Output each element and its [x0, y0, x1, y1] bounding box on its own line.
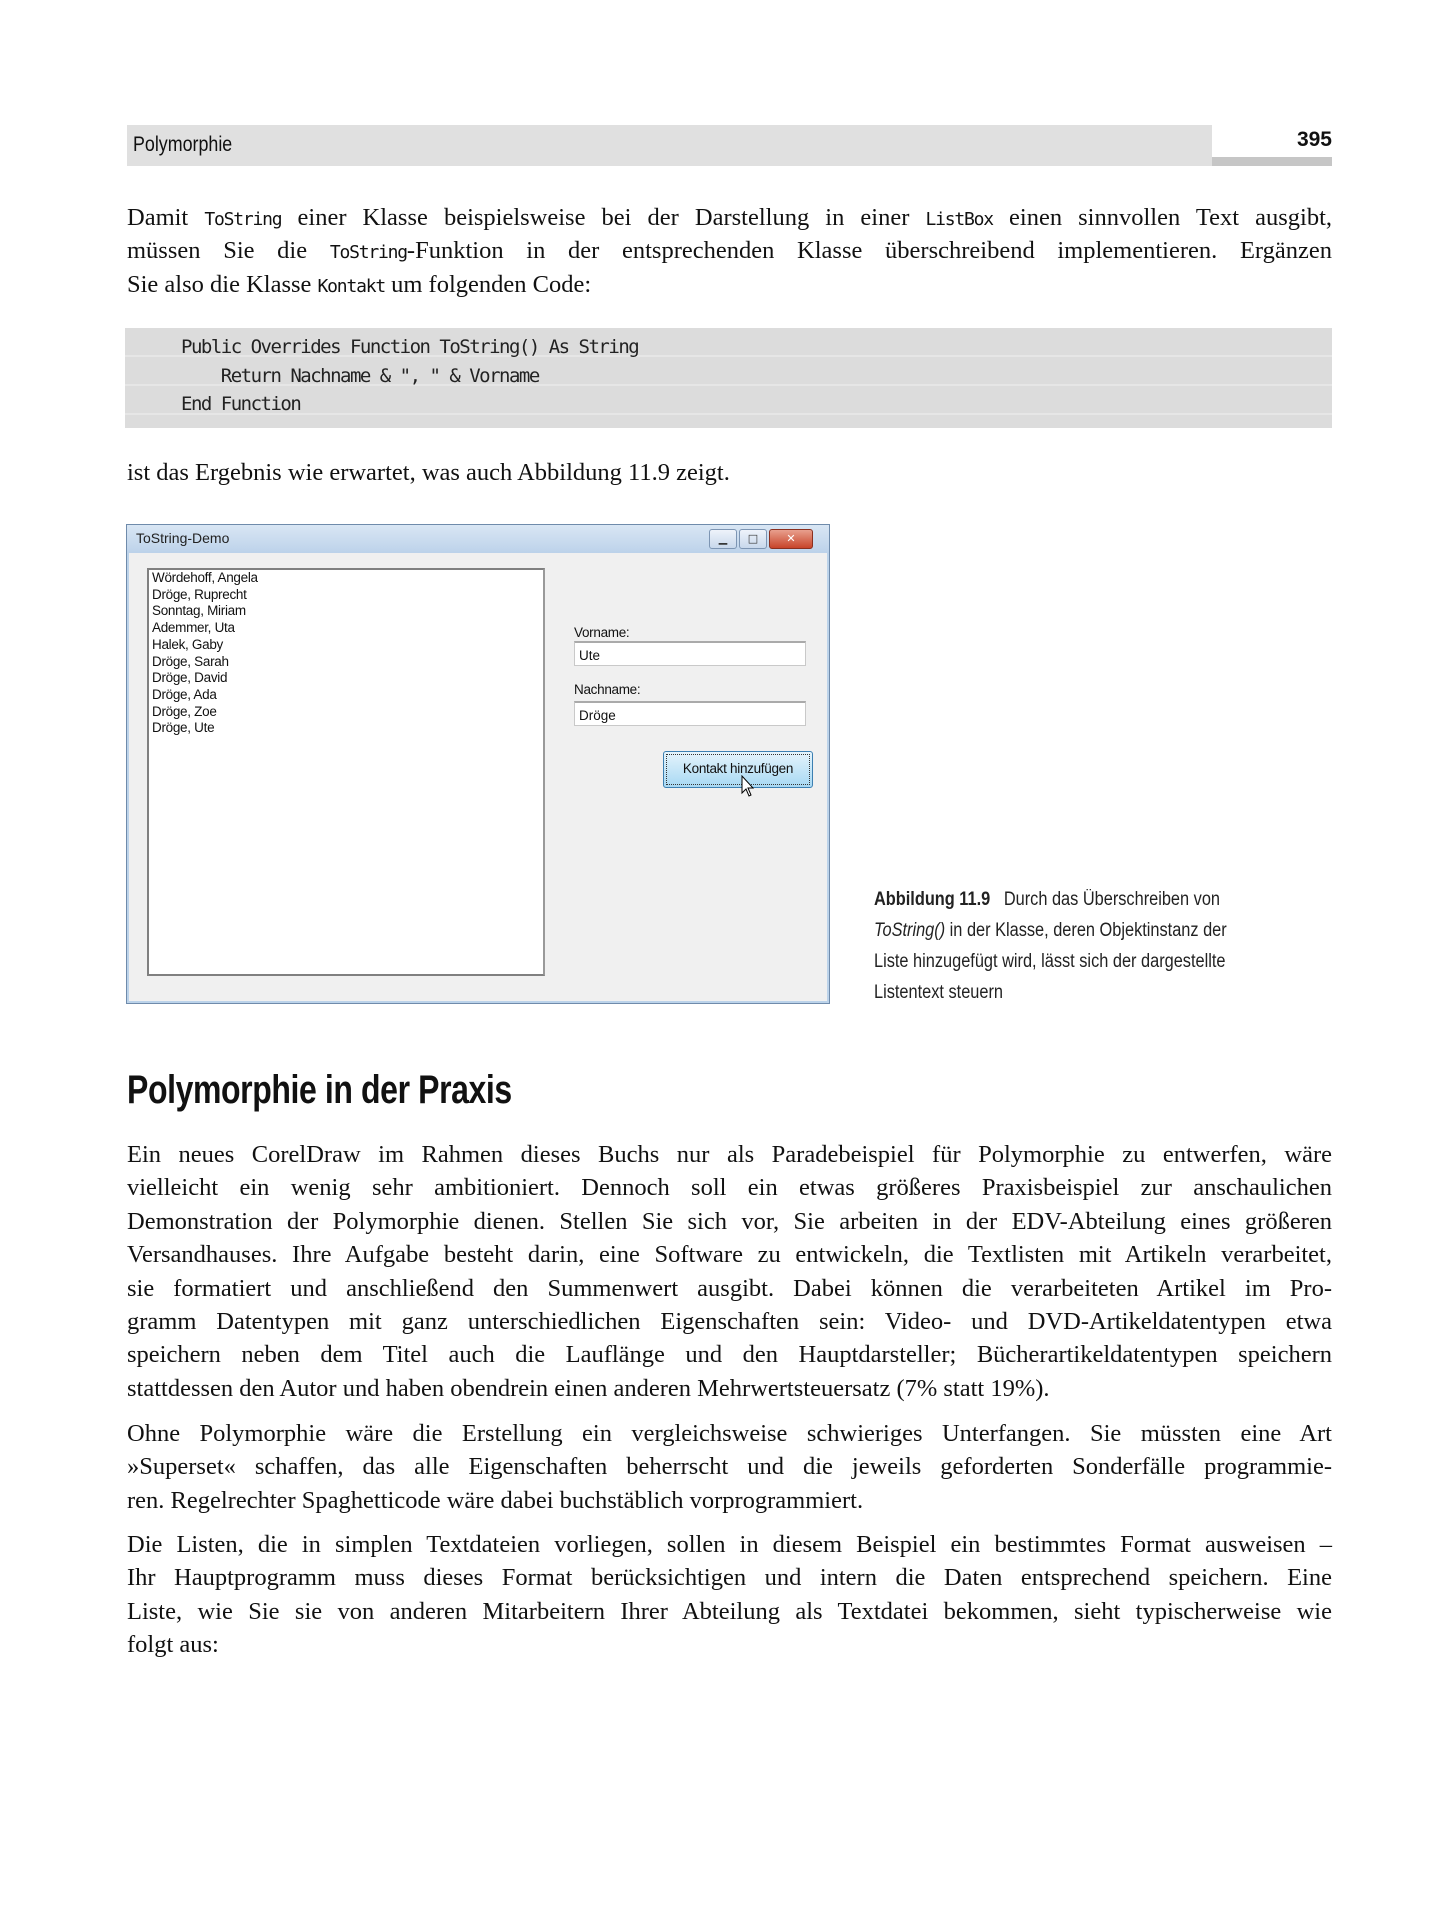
list-item[interactable]: Ademmer, Uta: [152, 620, 235, 636]
vorname-label: Vorname:: [574, 625, 630, 640]
paragraph-line: Liste, wie Sie sie von anderen Mitarbeitern Ihrer Abteilung als Textdatei bekommen, sieht typischerweise wie: [127, 1597, 1332, 1625]
minimize-icon[interactable]: ▁: [709, 529, 737, 549]
paragraph-line: Ihr Hauptprogramm muss dieses Format berücksichtigen und intern die Daten entsprechend speichern. Eine: [127, 1564, 1332, 1592]
paragraph-line: folgt aus:: [127, 1631, 219, 1659]
paragraph-line: Die Listen, die in simplen Textdateien vorliegen, sollen in diesem Beispiel ein bestimmtes Format ausweisen –: [127, 1531, 1332, 1558]
paragraph-line: ren. Regelrechter Spaghetticode wäre dabei buchstäblich vorprogrammiert.: [127, 1486, 864, 1514]
text-run: Sie also die Klasse: [127, 270, 318, 298]
result-sentence: [127, 456, 1332, 489]
paragraph-line: [127, 201, 1332, 234]
inline-code: ListBox: [925, 209, 993, 230]
paragraph-line: Versandhauses. Ihre Aufgabe besteht darin, eine Software zu entwickeln, die Textlisten mit Artikeln verarbeitet,: [127, 1241, 1332, 1269]
page-number: 395: [1296, 128, 1332, 151]
list-item[interactable]: Dröge, Ruprecht: [152, 586, 247, 602]
caption-text: Liste hinzugefügt wird, lässt sich der dargestellte: [874, 951, 1226, 972]
paragraph-line: »Superset« schaffen, das alle Eigenschaften beherrscht und die jeweils geforderten Sonderfälle programmie-: [127, 1453, 1332, 1481]
inline-code: Kontakt: [317, 275, 385, 297]
paragraph-line: gramm Datentypen mit ganz unterschiedlichen Eigenschaften sein: Video- und DVD-Artikeldatentypen etwa: [127, 1307, 1332, 1335]
text-run: -Funktion in der entsprechenden Klasse überschreibend implementieren. Ergänzen: [406, 237, 1332, 265]
tostring-demo-window: [126, 524, 830, 1004]
inline-code: ToString: [329, 242, 407, 264]
window-title: ToString-Demo: [136, 530, 230, 546]
contact-listbox[interactable]: [147, 568, 545, 976]
body-paragraph: [127, 1417, 1332, 1517]
nachname-label: Nachname:: [574, 682, 641, 697]
list-item[interactable]: Dröge, Zoe: [152, 703, 217, 719]
running-header-bar: [127, 125, 1212, 166]
caption-text: Durch das Überschreiben von: [1003, 889, 1221, 910]
list-item[interactable]: Dröge, Ute: [152, 720, 215, 736]
caption-label: Abbildung 11.9: [874, 889, 991, 910]
caption-text: Listentext steuern: [874, 982, 1003, 1003]
add-contact-button[interactable]: Kontakt hinzufügen: [663, 751, 813, 788]
page-number-bar: [1212, 157, 1332, 166]
text-run: Damit: [127, 204, 205, 231]
intro-paragraph: [127, 201, 1332, 301]
code-line: Return Nachname & ", " & Vorname: [181, 365, 539, 387]
result-sentence-text: ist das Ergebnis wie erwartet, was auch Abbildung 11.9 zeigt.: [127, 459, 730, 486]
section-heading: Polymorphie in der Praxis: [127, 1068, 512, 1112]
paragraph-line: [127, 234, 1332, 267]
inline-code: ToString: [204, 209, 282, 230]
code-line: End Function: [181, 393, 301, 415]
caption-text: in der Klasse, deren Objektinstanz der: [949, 920, 1227, 941]
code-block: [125, 328, 1332, 428]
text-run: müssen Sie die: [127, 237, 330, 265]
paragraph-line: vielleicht ein wenig sehr ambitioniert. Dennoch soll ein etwas größeres Praxisbeispiel zur anschaulichen: [127, 1174, 1332, 1202]
body-paragraph: [127, 1138, 1332, 1405]
paragraph-line: Ein neues CorelDraw im Rahmen dieses Buchs nur als Paradebeispiel für Polymorphie zu entwerfen, wäre: [127, 1141, 1332, 1168]
nachname-input[interactable]: Dröge: [574, 701, 806, 726]
paragraph-line: stattdessen den Autor und haben obendrein einen anderen Mehrwertsteuersatz (7% statt 19%).: [127, 1374, 1050, 1402]
paragraph-line: sie formatiert und anschließend den Summenwert ausgibt. Dabei können die verarbeiteten Artikel im Pro-: [127, 1274, 1332, 1302]
list-item[interactable]: Dröge, Ada: [152, 686, 217, 702]
list-item[interactable]: Wördehoff, Angela: [152, 570, 258, 585]
caption-italic: ToString(): [874, 920, 946, 941]
list-item[interactable]: Dröge, Sarah: [152, 653, 229, 669]
paragraph-line: Demonstration der Polymorphie dienen. Stellen Sie sich vor, Sie arbeiten in der EDV-Abteilung eines größeren: [127, 1207, 1332, 1235]
window-titlebar[interactable]: [127, 525, 829, 553]
list-item[interactable]: Sonntag, Miriam: [152, 603, 246, 619]
body-paragraph: [127, 1528, 1332, 1662]
paragraph-line: [127, 268, 1332, 301]
code-line: Public Overrides Function ToString() As String: [181, 336, 639, 358]
paragraph-line: speichern neben dem Titel auch die Lauflänge und den Hauptdarsteller; Bücherartikeldatentypen speichern: [127, 1341, 1332, 1369]
list-item[interactable]: Dröge, David: [152, 670, 228, 686]
text-run: um folgenden Code:: [385, 270, 592, 298]
text-run: einer Klasse beispielsweise bei der Darstellung in einer: [281, 204, 926, 231]
mouse-cursor-icon: [741, 775, 757, 799]
close-icon[interactable]: ✕: [769, 529, 813, 549]
list-item[interactable]: Halek, Gaby: [152, 636, 223, 652]
running-header-title: Polymorphie: [133, 133, 233, 156]
figure-caption: [874, 884, 1314, 1008]
text-run: einen sinnvollen Text ausgibt,: [992, 204, 1333, 231]
maximize-icon[interactable]: □: [739, 529, 767, 549]
paragraph-line: Ohne Polymorphie wäre die Erstellung ein vergleichsweise schwieriges Unterfangen. Sie müssten eine Art: [127, 1420, 1332, 1447]
vorname-input[interactable]: Ute: [574, 641, 806, 666]
